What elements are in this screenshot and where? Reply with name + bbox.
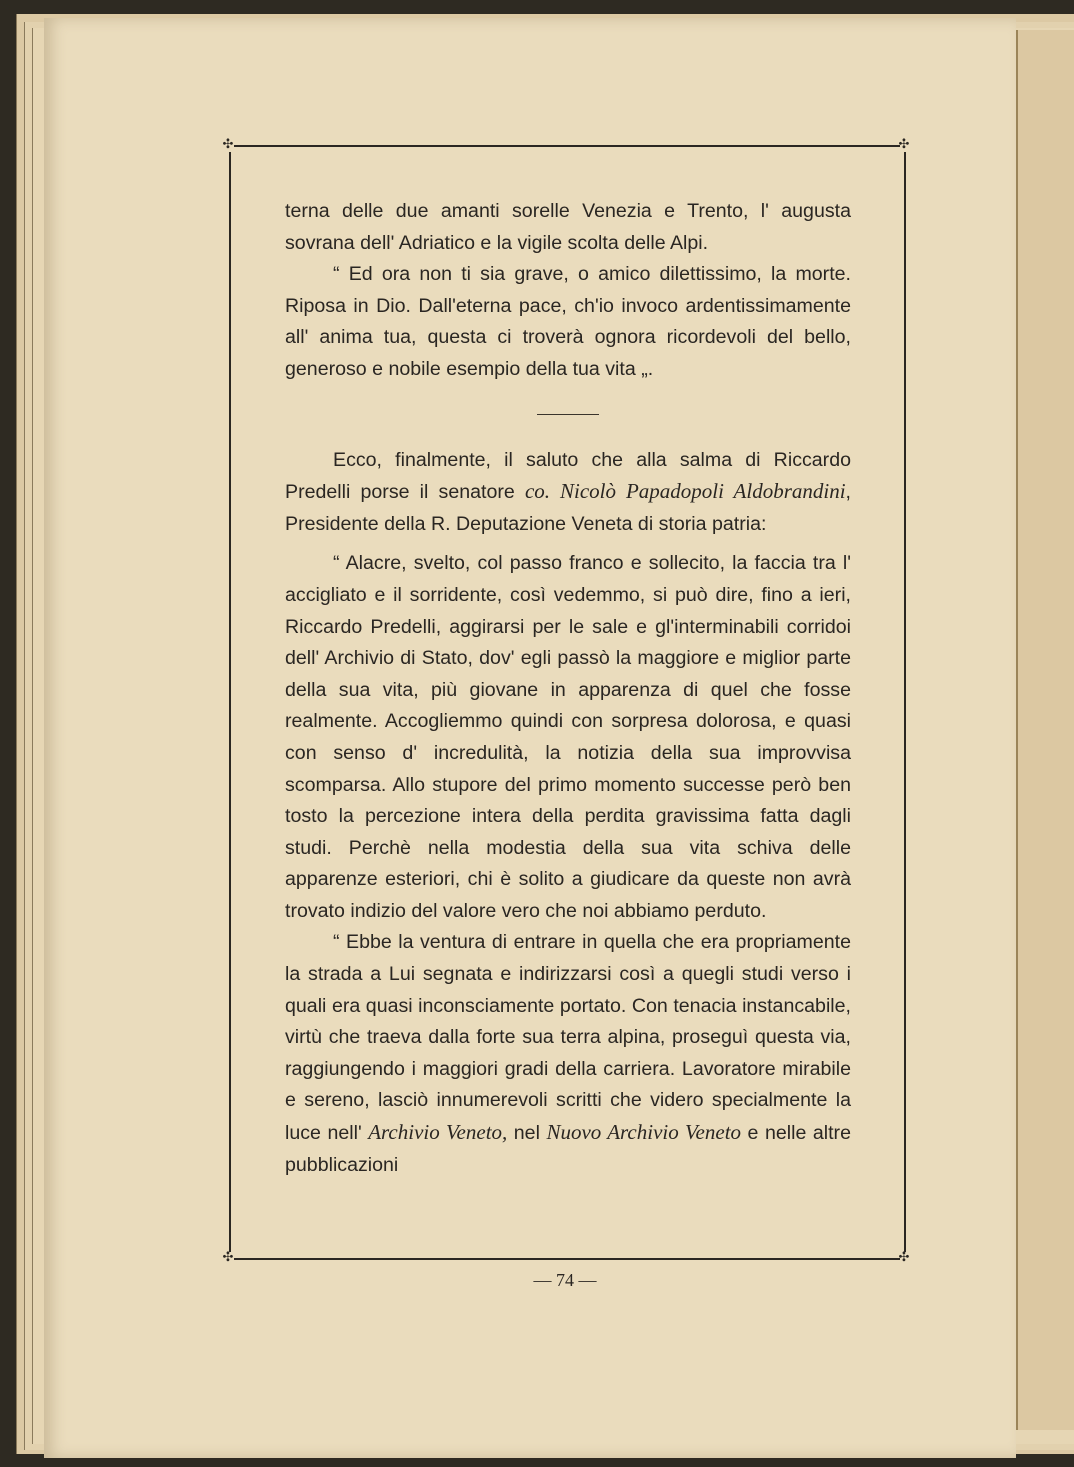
- paragraph: [285, 927, 851, 1181]
- section-separator: [537, 414, 599, 415]
- frame-rule-top: [234, 145, 900, 147]
- text-run: e nelle altre pubblicazioni: [285, 1122, 851, 1176]
- text-run: Ecco, finalmente, il saluto che alla salma di Riccardo Predelli porse il senatore: [285, 448, 851, 504]
- corner-ornament-icon: ✣: [222, 137, 234, 152]
- text-run: nel: [507, 1122, 547, 1145]
- text-run: “ Ebbe la ventura di entrare in quella che era propriamente la strada a Lui segnata e indirizzarsi così a quegli studi verso i quali era quasi inconsciamente portato. Con tenacia instancabile, virtù che traeva dalla forte sua terra alpina, proseguì questa via, raggiungendo i maggiori gradi della carriera. Lavoratore mirabile e sereno, lasciò innumerevoli scritti che videro specialmente la luce nell': [285, 931, 851, 1145]
- page-number: — 74 —: [533, 1270, 597, 1290]
- paragraph: [285, 548, 851, 927]
- italic-run: co. Nicolò Papadopoli Aldobrandini: [524, 479, 846, 504]
- frame-rule-right: [904, 152, 906, 1252]
- frame-rule-left: [229, 152, 231, 1252]
- corner-ornament-icon: ✣: [898, 1250, 910, 1265]
- corner-ornament-icon: ✣: [222, 1250, 234, 1265]
- frame-rule-bottom: [234, 1258, 900, 1260]
- adjacent-page-edge: [1016, 30, 1074, 1430]
- corner-ornament-icon: ✣: [898, 137, 910, 152]
- italic-run: Archivio Veneto,: [368, 1120, 508, 1145]
- body-text: [285, 196, 851, 1181]
- paragraph: [285, 445, 851, 541]
- paragraph: [285, 196, 851, 259]
- text-run: “ Alacre, svelto, col passo franco e sollecito, la faccia tra l' accigliato e il sorridente, così vedemmo, si può dire, fino a ieri, Riccardo Predelli, aggirarsi per le sale e gl'interminabili corridoi dell' Archivio di Stato, dov' egli passò la maggiore e miglior parte della sua vita, più giovane in apparenza di quel che fosse realmente. Accogliemmo quindi con sorpresa dolorosa, e quasi con senso d' incredulità, la notizia della sua improvvisa scomparsa. Allo stupore del primo momento successe però ben tosto la percezione intera della perdita gravissima fatta dagli studi. Perchè nella modestia della sua vita schiva delle apparenze esteriori, chi è solito a giudicare da queste non avrà trovato indizio del valore vero che noi abbiamo perduto.: [285, 552, 851, 922]
- paragraph: [285, 259, 851, 385]
- text-run: “ Ed ora non ti sia grave, o amico dilettissimo, la morte. Riposa in Dio. Dall'eterna pace, ch'io invoco ardentissimamente all' anima tua, questa ci troverà ognora ricordevoli del bello, generoso e nobile esempio della tua vita „.: [285, 263, 851, 380]
- italic-run: Nuovo Archivio Veneto: [546, 1120, 742, 1145]
- text-run: , Presidente della R. Deputazione Veneta di storia patria:: [285, 481, 851, 535]
- text-run: terna delle due amanti sorelle Venezia e Trento, l' augusta sovrana dell' Adriatico e la vigile scolta delle Alpi.: [285, 200, 851, 254]
